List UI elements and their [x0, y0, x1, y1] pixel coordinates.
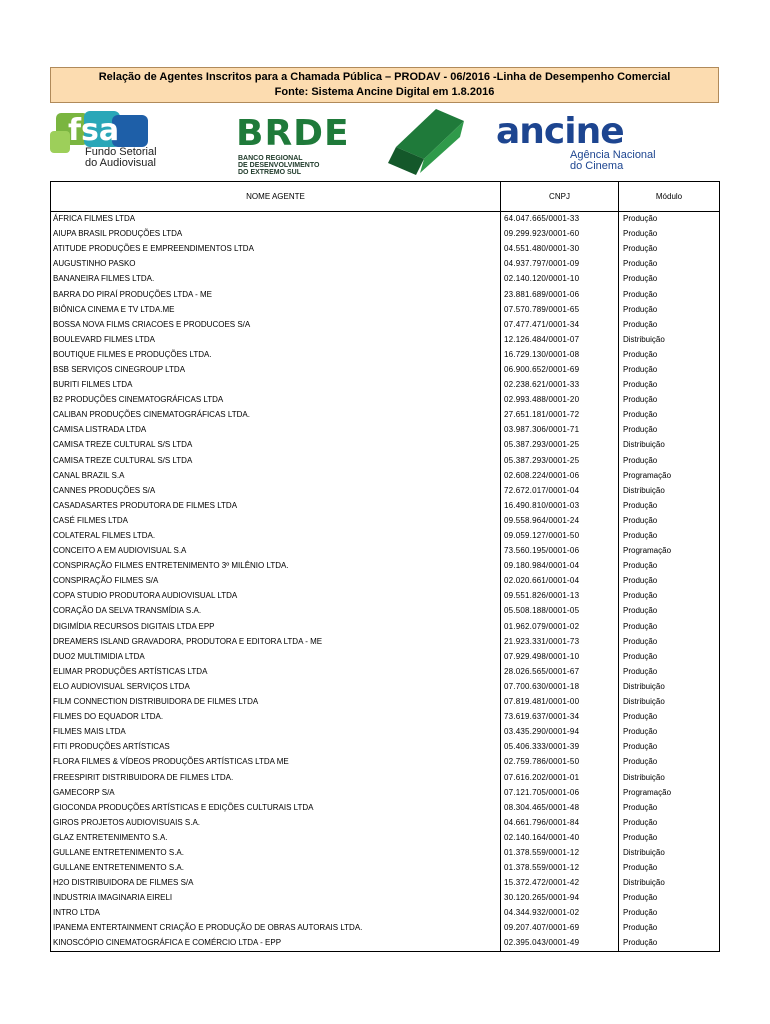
brde-arrow-icon: [386, 107, 466, 177]
agent-name-cell: CONSPIRAÇÃO FILMES S/A: [51, 574, 501, 589]
agent-name-cell: IPANEMA ENTERTAINMENT CRIAÇÃO E PRODUÇÃO DE OBRAS AUTORAIS LTDA.: [51, 921, 501, 936]
agent-name-cell: BOUTIQUE FILMES E PRODUÇÕES LTDA.: [51, 347, 501, 362]
table-row: [51, 876, 720, 891]
module-cell: Produção: [619, 710, 720, 725]
module-cell: Produção: [619, 498, 720, 513]
table-row: [51, 317, 720, 332]
cnpj-cell: 04.551.480/0001-30: [501, 242, 619, 257]
agent-name-cell: CANAL BRAZIL S.A: [51, 468, 501, 483]
module-cell: Distribuição: [619, 695, 720, 710]
module-cell: Produção: [619, 891, 720, 906]
table-row: [51, 574, 720, 589]
agent-name-cell: CASADASARTES PRODUTORA DE FILMES LTDA: [51, 498, 501, 513]
table-row: [51, 498, 720, 513]
module-cell: Produção: [619, 936, 720, 951]
cnpj-cell: 04.661.796/0001-84: [501, 815, 619, 830]
agents-table: [50, 181, 720, 952]
agent-name-cell: FREESPIRIT DISTRIBUIDORA DE FILMES LTDA.: [51, 770, 501, 785]
table-row: [51, 257, 720, 272]
agent-name-cell: CANNES PRODUÇÕES S/A: [51, 483, 501, 498]
agent-name-cell: ATITUDE PRODUÇÕES E EMPREENDIMENTOS LTDA: [51, 242, 501, 257]
module-cell: Produção: [619, 740, 720, 755]
table-row: [51, 468, 720, 483]
module-cell: Produção: [619, 272, 720, 287]
table-row: [51, 634, 720, 649]
table-row: [51, 453, 720, 468]
cnpj-cell: 02.238.621/0001-33: [501, 378, 619, 393]
table-row: [51, 438, 720, 453]
ancine-sub-line-2: do Cinema: [570, 160, 624, 172]
table-body: [51, 212, 720, 952]
table-row: [51, 785, 720, 800]
cnpj-cell: 02.395.043/0001-49: [501, 936, 619, 951]
cnpj-cell: 02.759.786/0001-50: [501, 755, 619, 770]
agent-name-cell: ÁFRICA FILMES LTDA: [51, 212, 501, 227]
table-row: [51, 664, 720, 679]
brde-sub-line-2: DE DESENVOLVIMENTO: [238, 162, 320, 169]
module-cell: Produção: [619, 453, 720, 468]
module-cell: Produção: [619, 589, 720, 604]
table-row: [51, 272, 720, 287]
table-row: [51, 302, 720, 317]
agent-name-cell: KINOSCÓPIO CINEMATOGRÁFICA E COMÉRCIO LTDA - EPP: [51, 936, 501, 951]
table-row: [51, 528, 720, 543]
cnpj-cell: 64.047.665/0001-33: [501, 212, 619, 227]
cnpj-cell: 09.059.127/0001-50: [501, 528, 619, 543]
title-line-2: Fonte: Sistema Ancine Digital em 1.8.2016: [274, 86, 495, 98]
brde-wordmark: BRDE: [236, 113, 350, 154]
table-row: [51, 755, 720, 770]
module-cell: Produção: [619, 906, 720, 921]
fsa-logo: [50, 107, 180, 177]
table-row: [51, 423, 720, 438]
module-cell: Produção: [619, 257, 720, 272]
cnpj-cell: 04.344.932/0001-02: [501, 906, 619, 921]
agent-name-cell: COPA STUDIO PRODUTORA AUDIOVISUAL LTDA: [51, 589, 501, 604]
cnpj-cell: 01.962.079/0001-02: [501, 619, 619, 634]
agent-name-cell: FLORA FILMES & VÍDEOS PRODUÇÕES ARTÍSTICAS LTDA ME: [51, 755, 501, 770]
cnpj-cell: 07.121.705/0001-06: [501, 785, 619, 800]
agent-name-cell: CALIBAN PRODUÇÕES CINEMATOGRÁFICAS LTDA.: [51, 408, 501, 423]
fsa-mark-text: fsa: [68, 113, 120, 148]
agent-name-cell: BANANEIRA FILMES LTDA.: [51, 272, 501, 287]
module-cell: Produção: [619, 574, 720, 589]
table-row: [51, 242, 720, 257]
cnpj-cell: 73.619.637/0001-34: [501, 710, 619, 725]
agent-name-cell: ELIMAR PRODUÇÕES ARTÍSTICAS LTDA: [51, 664, 501, 679]
module-cell: Produção: [619, 227, 720, 242]
agent-name-cell: INDUSTRIA IMAGINARIA EIRELI: [51, 891, 501, 906]
agent-name-cell: AIUPA BRASIL PRODUÇÕES LTDA: [51, 227, 501, 242]
header-cnpj: CNPJ: [501, 182, 619, 212]
cnpj-cell: 02.140.164/0001-40: [501, 830, 619, 845]
cnpj-cell: 07.477.471/0001-34: [501, 317, 619, 332]
module-cell: Produção: [619, 649, 720, 664]
cnpj-cell: 16.490.810/0001-03: [501, 498, 619, 513]
header-agent-name: NOME AGENTE: [51, 182, 501, 212]
table-row: [51, 212, 720, 227]
module-cell: Produção: [619, 528, 720, 543]
table-row: [51, 861, 720, 876]
table-row: [51, 725, 720, 740]
module-cell: Produção: [619, 408, 720, 423]
cnpj-cell: 09.551.826/0001-13: [501, 589, 619, 604]
logo-strip: [50, 103, 719, 181]
module-cell: Produção: [619, 347, 720, 362]
table-row: [51, 936, 720, 951]
cnpj-cell: 27.651.181/0001-72: [501, 408, 619, 423]
module-cell: Distribuição: [619, 845, 720, 860]
agent-name-cell: ELO AUDIOVISUAL SERVIÇOS LTDA: [51, 679, 501, 694]
table-row: [51, 544, 720, 559]
table-row: [51, 770, 720, 785]
module-cell: Distribuição: [619, 876, 720, 891]
module-cell: Produção: [619, 725, 720, 740]
agent-name-cell: GIROS PROJETOS AUDIOVISUAIS S.A.: [51, 815, 501, 830]
agent-name-cell: CAMISA TREZE CULTURAL S/S LTDA: [51, 438, 501, 453]
agent-name-cell: CASÉ FILMES LTDA: [51, 513, 501, 528]
agent-name-cell: INTRO LTDA: [51, 906, 501, 921]
cnpj-cell: 23.881.689/0001-06: [501, 287, 619, 302]
cnpj-cell: 08.304.465/0001-48: [501, 800, 619, 815]
agent-name-cell: DREAMERS ISLAND GRAVADORA, PRODUTORA E EDITORA LTDA - ME: [51, 634, 501, 649]
table-row: [51, 332, 720, 347]
brde-subtitle: [238, 155, 319, 176]
table-row: [51, 921, 720, 936]
module-cell: Produção: [619, 664, 720, 679]
table-row: [51, 604, 720, 619]
agent-name-cell: FITI PRODUÇÕES ARTÍSTICAS: [51, 740, 501, 755]
cnpj-cell: 05.406.333/0001-39: [501, 740, 619, 755]
cnpj-cell: 72.672.017/0001-04: [501, 483, 619, 498]
module-cell: Distribuição: [619, 438, 720, 453]
agent-name-cell: GAMECORP S/A: [51, 785, 501, 800]
table-row: [51, 619, 720, 634]
cnpj-cell: 12.126.484/0001-07: [501, 332, 619, 347]
cnpj-cell: 02.140.120/0001-10: [501, 272, 619, 287]
table-header-row: [51, 182, 720, 212]
module-cell: Produção: [619, 212, 720, 227]
agent-name-cell: BSB SERVIÇOS CINEGROUP LTDA: [51, 362, 501, 377]
title-line-1: Relação de Agentes Inscritos para a Chamada Pública – PRODAV - 06/2016 -Linha de Desempenho Comercial: [98, 71, 671, 83]
table-row: [51, 362, 720, 377]
cnpj-cell: 01.378.559/0001-12: [501, 845, 619, 860]
module-cell: Distribuição: [619, 332, 720, 347]
fsa-caption: [85, 147, 157, 169]
module-cell: Produção: [619, 423, 720, 438]
cnpj-cell: 30.120.265/0001-94: [501, 891, 619, 906]
cnpj-cell: 03.987.306/0001-71: [501, 423, 619, 438]
cnpj-cell: 02.608.224/0001-06: [501, 468, 619, 483]
agent-name-cell: BURITI FILMES LTDA: [51, 378, 501, 393]
table-row: [51, 559, 720, 574]
agent-name-cell: FILMES DO EQUADOR LTDA.: [51, 710, 501, 725]
module-cell: Distribuição: [619, 770, 720, 785]
table-row: [51, 378, 720, 393]
module-cell: Distribuição: [619, 679, 720, 694]
ancine-subtitle: [570, 150, 656, 172]
table-row: [51, 408, 720, 423]
table-row: [51, 695, 720, 710]
cnpj-cell: 07.929.498/0001-10: [501, 649, 619, 664]
agent-name-cell: CONCEITO A EM AUDIOVISUAL S.A: [51, 544, 501, 559]
cnpj-cell: 04.937.797/0001-09: [501, 257, 619, 272]
agent-name-cell: GULLANE ENTRETENIMENTO S.A.: [51, 861, 501, 876]
module-cell: Produção: [619, 378, 720, 393]
header-module: Módulo: [619, 182, 720, 212]
module-cell: Produção: [619, 921, 720, 936]
table-row: [51, 740, 720, 755]
cnpj-cell: 15.372.472/0001-42: [501, 876, 619, 891]
agent-name-cell: COLATERAL FILMES LTDA.: [51, 528, 501, 543]
ancine-wordmark: ancine: [496, 111, 624, 152]
module-cell: Produção: [619, 513, 720, 528]
cnpj-cell: 28.026.565/0001-67: [501, 664, 619, 679]
cnpj-cell: 05.508.188/0001-05: [501, 604, 619, 619]
agent-name-cell: GLAZ ENTRETENIMENTO S.A.: [51, 830, 501, 845]
cnpj-cell: 06.900.652/0001-69: [501, 362, 619, 377]
table-row: [51, 710, 720, 725]
module-cell: Produção: [619, 362, 720, 377]
table-row: [51, 679, 720, 694]
table-row: [51, 227, 720, 242]
module-cell: Produção: [619, 830, 720, 845]
cnpj-cell: 09.558.964/0001-24: [501, 513, 619, 528]
brde-logo: [236, 105, 466, 177]
agent-name-cell: FILM CONNECTION DISTRIBUIDORA DE FILMES LTDA: [51, 695, 501, 710]
cnpj-cell: 07.700.630/0001-18: [501, 679, 619, 694]
cnpj-cell: 02.993.488/0001-20: [501, 393, 619, 408]
agent-name-cell: CORAÇÃO DA SELVA TRANSMÍDIA S.A.: [51, 604, 501, 619]
cnpj-cell: 01.378.559/0001-12: [501, 861, 619, 876]
module-cell: Produção: [619, 559, 720, 574]
agent-name-cell: BIÔNICA CINEMA E TV LTDA.ME: [51, 302, 501, 317]
agent-name-cell: BOULEVARD FILMES LTDA: [51, 332, 501, 347]
table-row: [51, 513, 720, 528]
cnpj-cell: 21.923.331/0001-73: [501, 634, 619, 649]
table-row: [51, 830, 720, 845]
table-row: [51, 649, 720, 664]
cnpj-cell: 05.387.293/0001-25: [501, 453, 619, 468]
agent-name-cell: GULLANE ENTRETENIMENTO S.A.: [51, 845, 501, 860]
brde-sub-line-1: BANCO REGIONAL: [238, 155, 303, 162]
cnpj-cell: 07.819.481/0001-00: [501, 695, 619, 710]
spreadsheet-page: [50, 67, 719, 952]
ancine-sub-line-1: Agência Nacional: [570, 149, 656, 161]
module-cell: Produção: [619, 815, 720, 830]
agent-name-cell: CONSPIRAÇÃO FILMES ENTRETENIMENTO 3º MILÊNIO LTDA.: [51, 559, 501, 574]
agent-name-cell: H2O DISTRIBUIDORA DE FILMES S/A: [51, 876, 501, 891]
table-row: [51, 891, 720, 906]
ancine-logo: [496, 113, 666, 177]
cnpj-cell: 02.020.661/0001-04: [501, 574, 619, 589]
module-cell: Produção: [619, 242, 720, 257]
agent-name-cell: B2 PRODUÇÕES CINEMATOGRÁFICAS LTDA: [51, 393, 501, 408]
table-row: [51, 589, 720, 604]
agent-name-cell: AUGUSTINHO PASKO: [51, 257, 501, 272]
table-row: [51, 483, 720, 498]
module-cell: Produção: [619, 604, 720, 619]
module-cell: Produção: [619, 755, 720, 770]
brde-sub-line-3: DO EXTREMO SUL: [238, 169, 302, 176]
title-band: [50, 67, 719, 103]
agent-name-cell: BARRA DO PIRAÍ PRODUÇÕES LTDA - ME: [51, 287, 501, 302]
table-row: [51, 347, 720, 362]
fsa-caption-line-2: do Audiovisual: [85, 157, 156, 169]
cnpj-cell: 09.207.407/0001-69: [501, 921, 619, 936]
module-cell: Produção: [619, 861, 720, 876]
agent-name-cell: GIOCONDA PRODUÇÕES ARTÍSTICAS E EDIÇÕES CULTURAIS LTDA: [51, 800, 501, 815]
agent-name-cell: CAMISA TREZE CULTURAL S/S LTDA: [51, 453, 501, 468]
table-row: [51, 800, 720, 815]
table-row: [51, 906, 720, 921]
module-cell: Produção: [619, 634, 720, 649]
cnpj-cell: 73.560.195/0001-06: [501, 544, 619, 559]
agent-name-cell: BOSSA NOVA FILMS CRIACOES E PRODUCOES S/A: [51, 317, 501, 332]
cnpj-cell: 16.729.130/0001-08: [501, 347, 619, 362]
table-row: [51, 287, 720, 302]
cnpj-cell: 05.387.293/0001-25: [501, 438, 619, 453]
module-cell: Produção: [619, 619, 720, 634]
fsa-caption-line-1: Fundo Setorial: [85, 146, 157, 158]
module-cell: Produção: [619, 287, 720, 302]
cnpj-cell: 07.616.202/0001-01: [501, 770, 619, 785]
module-cell: Programação: [619, 785, 720, 800]
cnpj-cell: 07.570.789/0001-65: [501, 302, 619, 317]
table-row: [51, 845, 720, 860]
table-row: [51, 393, 720, 408]
agent-name-cell: DUO2 MULTIMIDIA LTDA: [51, 649, 501, 664]
cnpj-cell: 09.180.984/0001-04: [501, 559, 619, 574]
module-cell: Produção: [619, 317, 720, 332]
table-row: [51, 815, 720, 830]
cnpj-cell: 09.299.923/0001-60: [501, 227, 619, 242]
module-cell: Produção: [619, 800, 720, 815]
module-cell: Programação: [619, 544, 720, 559]
module-cell: Programação: [619, 468, 720, 483]
agent-name-cell: DIGIMÍDIA RECURSOS DIGITAIS LTDA EPP: [51, 619, 501, 634]
agent-name-cell: FILMES MAIS LTDA: [51, 725, 501, 740]
module-cell: Produção: [619, 393, 720, 408]
cnpj-cell: 03.435.290/0001-94: [501, 725, 619, 740]
module-cell: Distribuição: [619, 483, 720, 498]
agent-name-cell: CAMISA LISTRADA LTDA: [51, 423, 501, 438]
module-cell: Produção: [619, 302, 720, 317]
